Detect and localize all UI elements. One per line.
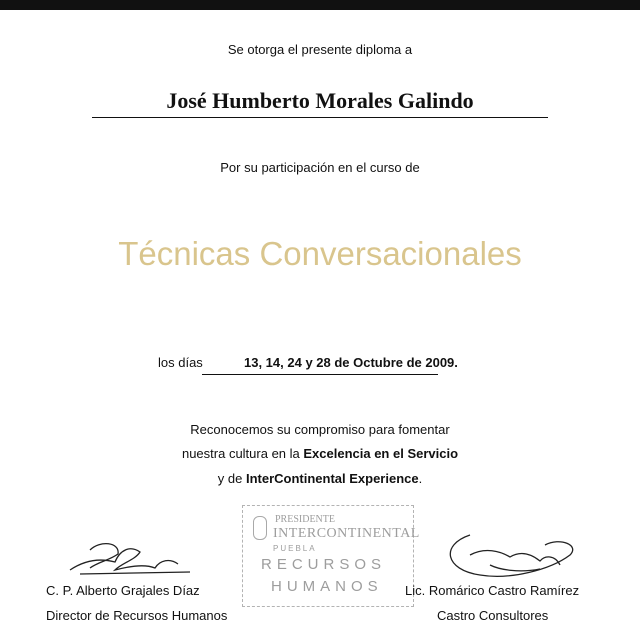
stamp-line-3: PUEBLA [273,544,317,553]
recognition-line-3-end: . [418,471,423,486]
recognition-line-1: Reconocemos su compromiso para fomentar [190,422,450,437]
dates-underline [202,374,438,375]
hr-stamp [242,505,420,607]
recognition-line-3-start: y de [217,471,246,486]
excellence-emphasis: Excelencia en el Servicio [303,446,459,461]
course-title: Técnicas Conversacionales [118,235,522,272]
left-signatory-role: Director de Recursos Humanos [46,608,228,623]
recognition-line-2-start: nuestra cultura en la [181,446,304,461]
right-signatory-role: Castro Consultores [437,608,549,623]
left-signatory-name: C. P. Alberto Grajales Díaz [46,583,200,598]
dates-prefix: los días [158,355,203,370]
dates-value: 13, 14, 24 y 28 de Octubre de 2009. [244,355,458,370]
left-signature-icon [60,530,200,590]
recognition-line-2 [0,446,640,461]
top-border [0,0,640,10]
experience-emphasis: InterContinental Experience [245,471,419,486]
right-signatory-name: Lic. Romárico Castro Ramírez [405,583,580,598]
stamp-line-1: PRESIDENTE [275,514,335,525]
stamp-line-5: HUMANOS [271,578,383,595]
right-signature-icon [430,525,590,590]
stamp-line-4: RECURSOS [261,556,387,573]
recipient-name: José Humberto Morales Galindo [92,88,548,118]
dates-row [158,355,488,375]
participation-text: Por su participación en el curso de [220,160,420,175]
intro-text: Se otorga el presente diploma a [227,42,413,57]
recognition-line-3 [0,471,640,486]
stamp-emblem-icon [253,516,267,540]
stamp-line-2: INTERCONTINENTAL [273,526,420,541]
